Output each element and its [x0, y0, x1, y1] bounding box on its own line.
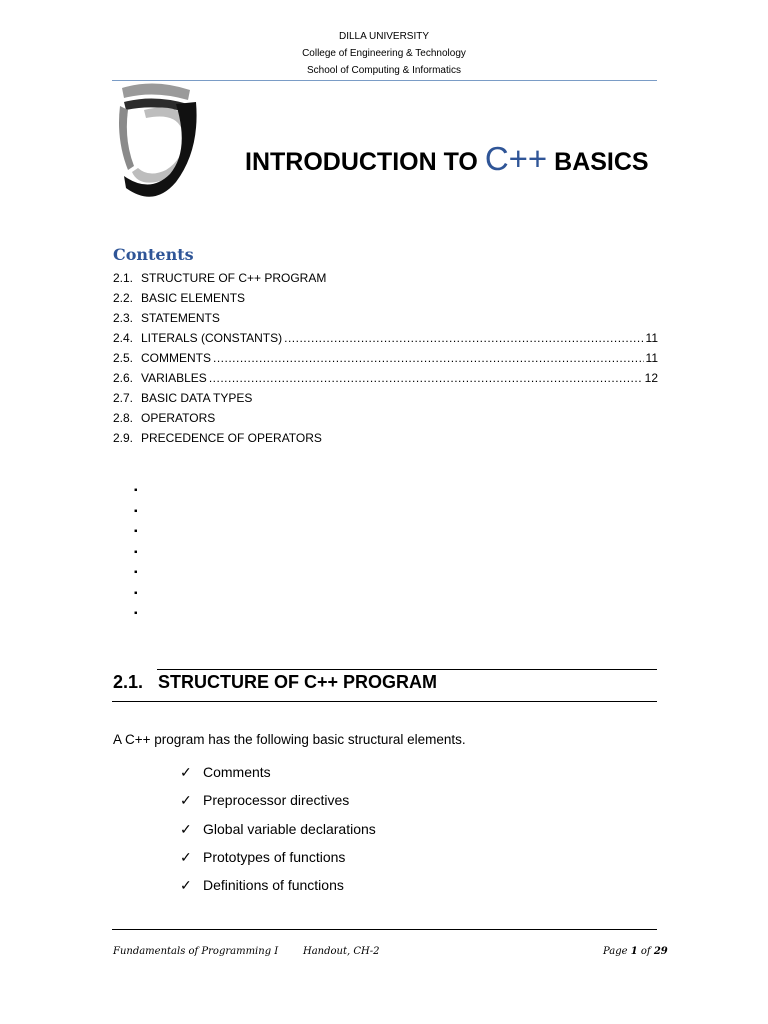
- section-heading: [113, 672, 437, 693]
- footer-page-number: Page 1 of 29: [603, 946, 668, 957]
- toc-entry-page: 12: [644, 371, 658, 385]
- section-top-rule: [157, 669, 657, 670]
- toc-entry-number: 2.2.: [113, 291, 134, 305]
- toc-entry-label: LITERALS (CONSTANTS): [141, 331, 283, 345]
- footer-course: Fundamentals of Programming I: [113, 946, 279, 957]
- toc-dot-leader: [284, 328, 643, 348]
- title-prefix: INTRODUCTION TO: [245, 148, 485, 176]
- checkmark-icon: ✓: [180, 848, 192, 865]
- toc-entry[interactable]: [113, 288, 658, 308]
- toc-entry-label: OPERATORS: [141, 411, 216, 425]
- checklist-item-label: Global variable declarations: [203, 820, 376, 837]
- checkmark-icon: ✓: [180, 792, 192, 809]
- school-name: School of Computing & Informatics: [307, 65, 461, 76]
- toc-entry[interactable]: [113, 328, 658, 348]
- checkmark-icon: ✓: [180, 820, 192, 837]
- toc-entry-page: 11: [645, 351, 658, 365]
- toc-dot-leader: [213, 348, 644, 368]
- empty-bullet-list: [134, 481, 138, 625]
- toc-entry-number: 2.1.: [113, 271, 134, 285]
- toc-entry-label: BASIC DATA TYPES: [141, 391, 253, 405]
- section-bottom-rule: [112, 701, 657, 702]
- section-number: 2.1.: [113, 672, 144, 692]
- checklist-item-label: Definitions of functions: [203, 877, 344, 894]
- checklist-item-label: Preprocessor directives: [203, 792, 350, 809]
- empty-bullet-item: ▪: [134, 485, 138, 496]
- section-intro: A C++ program has the following basic structural elements.: [113, 732, 466, 747]
- toc-entry-number: 2.9.: [113, 431, 134, 445]
- structural-elements-list: [180, 760, 376, 901]
- toc-entry[interactable]: [113, 268, 658, 288]
- toc-entry-number: 2.5.: [113, 351, 134, 365]
- toc-entry-label: STRUCTURE OF C++ PROGRAM: [141, 271, 327, 285]
- checklist-item: [180, 788, 376, 816]
- footer-rule: [112, 929, 657, 930]
- toc-entry-label: COMMENTS: [141, 351, 211, 365]
- checklist-item-label: Prototypes of functions: [203, 848, 346, 865]
- contents-heading: Contents: [113, 245, 194, 264]
- toc-entry-label: VARIABLES: [141, 371, 207, 385]
- title-suffix: BASICS: [547, 148, 649, 176]
- college-name: College of Engineering & Technology: [302, 48, 466, 59]
- document-header: [0, 28, 768, 79]
- toc-entry-page: 11: [645, 331, 658, 345]
- toc-entry[interactable]: [113, 408, 658, 428]
- toc-dot-leader: [209, 368, 643, 388]
- document-title: [245, 140, 649, 178]
- toc-entry[interactable]: [113, 348, 658, 368]
- empty-bullet-item: ▪: [134, 587, 138, 599]
- toc-entry-number: 2.7.: [113, 391, 134, 405]
- toc-entry-label: BASIC ELEMENTS: [141, 291, 246, 305]
- toc-entry[interactable]: [113, 308, 658, 328]
- checklist-item: [180, 760, 376, 788]
- university-name: DILLA UNIVERSITY: [338, 31, 430, 42]
- toc-entry[interactable]: [113, 428, 658, 448]
- toc-entry-number: 2.6.: [113, 371, 134, 385]
- checkmark-icon: ✓: [180, 877, 192, 894]
- title-accent: C++: [484, 140, 548, 177]
- university-logo: [114, 80, 204, 206]
- toc-entry[interactable]: [113, 388, 658, 408]
- checklist-item: [180, 873, 376, 901]
- table-of-contents: [113, 268, 658, 448]
- checklist-item: [180, 817, 376, 845]
- section-title: STRUCTURE OF C++ PROGRAM: [158, 672, 438, 692]
- empty-bullet-item: ▪: [134, 505, 138, 517]
- checkmark-icon: ✓: [180, 764, 192, 780]
- toc-entry-label: STATEMENTS: [141, 311, 220, 325]
- empty-bullet-item: ▪: [134, 546, 138, 558]
- empty-bullet-item: ▪: [134, 567, 138, 578]
- toc-entry-number: 2.8.: [113, 411, 134, 425]
- footer-handout: Handout, CH-2: [303, 946, 380, 957]
- empty-bullet-item: ▪: [134, 526, 138, 537]
- toc-entry-label: PRECEDENCE OF OPERATORS: [141, 431, 322, 445]
- empty-bullet-item: ▪: [134, 608, 138, 619]
- checklist-item: [180, 845, 376, 873]
- checklist-item-label: Comments: [203, 764, 271, 780]
- toc-entry-number: 2.4.: [113, 331, 134, 345]
- toc-entry[interactable]: [113, 368, 658, 388]
- toc-entry-number: 2.3.: [113, 311, 134, 325]
